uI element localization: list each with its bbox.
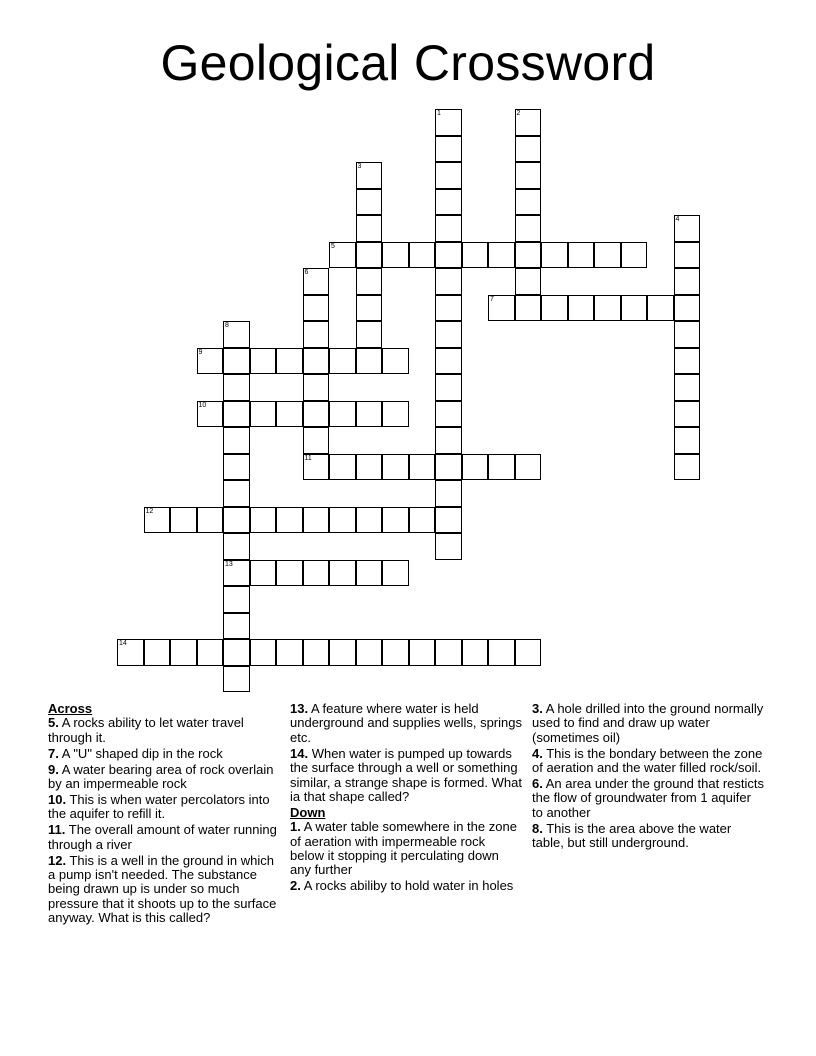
grid-cell[interactable] [250, 639, 277, 666]
grid-cell[interactable] [356, 507, 383, 534]
clue-number: 14 [119, 640, 127, 647]
grid-cell[interactable] [435, 507, 462, 534]
grid-cell[interactable] [250, 560, 277, 587]
grid-cell[interactable] [594, 242, 621, 269]
grid-cell[interactable] [674, 295, 701, 322]
clue-number: 10 [198, 401, 207, 409]
clue-number: 11 [304, 454, 312, 462]
grid-cell[interactable] [515, 454, 542, 481]
grid-cell[interactable] [329, 560, 356, 587]
clue-column-3 [532, 702, 764, 852]
grid-cell[interactable] [409, 242, 436, 269]
grid-cell[interactable] [356, 348, 383, 375]
clue-number: 5 [331, 242, 335, 250]
page-title: Geological Crossword [160, 35, 656, 91]
grid-cell[interactable] [117, 639, 144, 666]
clue-down-8: 8. This is the area above the water table, but still underground. [532, 820, 732, 851]
grid-cell[interactable] [356, 321, 383, 348]
grid-cell[interactable] [515, 215, 542, 242]
clue-across-13: 13. A feature where water is held underground and supplies wells, springs etc. [290, 701, 522, 745]
grid-cell[interactable] [382, 401, 409, 428]
grid-cell[interactable] [488, 242, 515, 269]
grid-cell[interactable] [276, 507, 303, 534]
clue-across-11: 11. The overall amount of water running through a river [48, 822, 277, 852]
clue-number: 8 [225, 322, 229, 329]
grid-cell[interactable] [409, 507, 436, 534]
clue-down-4: 4. This is the bondary between the zone of aeration and the water filled rock/soil. [532, 745, 763, 776]
clue-number: 6 [304, 269, 309, 276]
grid-cell[interactable] [382, 560, 409, 587]
grid-cell[interactable] [250, 401, 277, 428]
grid-cell[interactable] [356, 401, 383, 428]
grid-cell[interactable] [435, 215, 462, 242]
grid-cell[interactable] [674, 268, 701, 295]
grid-cell[interactable] [515, 295, 542, 322]
grid-cell[interactable] [197, 348, 224, 375]
grid-cell[interactable] [488, 295, 515, 322]
grid-cell[interactable] [382, 507, 409, 534]
grid-cell[interactable] [515, 136, 542, 163]
grid-cell[interactable] [197, 401, 224, 428]
grid-cell[interactable] [223, 427, 250, 454]
grid-cell[interactable] [356, 639, 383, 666]
grid-cell[interactable] [303, 560, 330, 587]
clue-across-10: 10. This is when water percolators into the aquifer to refill it. [48, 791, 270, 822]
grid-cell[interactable] [144, 507, 171, 534]
grid-cell[interactable] [435, 374, 462, 401]
grid-cell[interactable] [674, 427, 701, 454]
grid-cell[interactable] [435, 348, 462, 375]
grid-cell[interactable] [197, 507, 224, 534]
grid-cell[interactable] [223, 507, 250, 534]
grid-cell[interactable] [303, 321, 330, 348]
clue-number: 4 [675, 216, 680, 223]
grid-cell[interactable] [435, 454, 462, 481]
grid-cell[interactable] [435, 639, 462, 666]
grid-cell[interactable] [435, 109, 462, 136]
grid-cell[interactable] [329, 639, 356, 666]
grid-cell[interactable] [276, 401, 303, 428]
grid-cell[interactable] [223, 666, 250, 693]
grid-cell[interactable] [515, 109, 542, 136]
grid-cell[interactable] [223, 401, 250, 428]
grid-cell[interactable] [250, 507, 277, 534]
grid-cell[interactable] [303, 639, 330, 666]
grid-cell[interactable] [276, 639, 303, 666]
grid-cell[interactable] [223, 639, 250, 666]
clue-down-6: 6. An area under the ground that resticts the flow of groundwater from 1 aquifer to another [532, 776, 764, 820]
grid-cell[interactable] [197, 639, 224, 666]
clue-number: 9 [198, 348, 203, 356]
grid-cell[interactable] [674, 374, 701, 401]
clue-across-7: 7. A "U" shaped dip in the rock [48, 745, 223, 761]
grid-cell[interactable] [223, 586, 250, 613]
grid-cell[interactable] [647, 295, 674, 322]
grid-cell[interactable] [382, 454, 409, 481]
grid-cell[interactable] [409, 454, 436, 481]
grid-cell[interactable] [329, 401, 356, 428]
grid-cell[interactable] [435, 242, 462, 269]
grid-cell[interactable] [356, 268, 383, 295]
grid-cell[interactable] [462, 639, 489, 666]
clue-across-12: 12. This is a well in the ground in which a pump isn't needed. The substance being drawn up is under so much pressure that it shoots up to the surface anyway. What is this called? [48, 852, 277, 926]
grid-cell[interactable] [303, 401, 330, 428]
grid-cell[interactable] [674, 242, 701, 269]
grid-cell[interactable] [223, 480, 250, 507]
grid-cell[interactable] [356, 560, 383, 587]
clue-number: 1 [437, 110, 441, 117]
grid-cell[interactable] [223, 321, 250, 348]
grid-cell[interactable] [435, 189, 462, 216]
grid-cell[interactable] [435, 321, 462, 348]
grid-cell[interactable] [223, 533, 250, 560]
grid-cell[interactable] [170, 507, 197, 534]
grid-cell[interactable] [515, 189, 542, 216]
grid-cell[interactable] [515, 242, 542, 269]
grid-cell[interactable] [435, 136, 462, 163]
grid-cell[interactable] [170, 639, 197, 666]
grid-cell[interactable] [382, 348, 409, 375]
grid-cell[interactable] [303, 427, 330, 454]
clue-column-1 [48, 702, 280, 927]
grid-cell[interactable] [382, 639, 409, 666]
grid-cell[interactable] [462, 242, 489, 269]
grid-cell[interactable] [541, 242, 568, 269]
across-heading: Across [48, 701, 93, 716]
grid-cell[interactable] [356, 454, 383, 481]
grid-cell[interactable] [515, 268, 542, 295]
down-heading: Down [290, 804, 326, 820]
grid-cell[interactable] [435, 480, 462, 507]
grid-cell[interactable] [303, 507, 330, 534]
grid-cell[interactable] [223, 348, 250, 375]
grid-cell[interactable] [329, 348, 356, 375]
grid-cell[interactable] [356, 215, 383, 242]
grid-cell[interactable] [488, 454, 515, 481]
grid-cell[interactable] [515, 162, 542, 189]
grid-cell[interactable] [303, 295, 330, 322]
grid-cell[interactable] [435, 401, 462, 428]
clue-down-1: 1. A water table somewhere in the zone of aeration with impermeable rock below it stopping it perculating down any further [290, 819, 517, 878]
grid-cell[interactable] [568, 295, 595, 322]
clue-across-9: 9. A water bearing area of rock overlain by an impermeable rock [48, 761, 274, 792]
grid-cell[interactable] [462, 454, 489, 481]
clue-number: 7 [490, 295, 494, 303]
grid-cell[interactable] [435, 268, 462, 295]
grid-cell[interactable] [435, 533, 462, 560]
grid-cell[interactable] [594, 295, 621, 322]
grid-cell[interactable] [674, 215, 701, 242]
grid-cell[interactable] [303, 348, 330, 375]
clue-column-2 [290, 702, 522, 895]
grid-cell[interactable] [674, 321, 701, 348]
grid-cell[interactable] [250, 348, 277, 375]
grid-cell[interactable] [356, 242, 383, 269]
clue-across-14: 14. When water is pumped up towards the surface through a well or something similar, a strange shape is formed. What ia that shape called? [290, 745, 522, 804]
grid-cell[interactable] [223, 454, 250, 481]
clue-number: 3 [357, 163, 362, 170]
grid-cell[interactable] [568, 242, 595, 269]
grid-cell[interactable] [409, 639, 436, 666]
clue-down-2: 2. A rocks abiliby to hold water in holes [290, 878, 514, 894]
grid-cell[interactable] [674, 348, 701, 375]
grid-cell[interactable] [435, 162, 462, 189]
grid-cell[interactable] [356, 162, 383, 189]
grid-cell[interactable] [674, 401, 701, 428]
grid-cell[interactable] [276, 560, 303, 587]
grid-cell[interactable] [356, 295, 383, 322]
grid-cell[interactable] [303, 268, 330, 295]
grid-cell[interactable] [303, 454, 330, 481]
grid-cell[interactable] [621, 242, 648, 269]
grid-cell[interactable] [356, 189, 383, 216]
grid-cell[interactable] [144, 639, 171, 666]
clue-number: 13 [225, 560, 233, 568]
grid-cell[interactable] [303, 374, 330, 401]
grid-cell[interactable] [329, 507, 356, 534]
grid-cell[interactable] [515, 639, 542, 666]
grid-cell[interactable] [223, 613, 250, 640]
clue-down-3: 3. A hole drilled into the ground normally used to find and draw up water (sometimes oil) [532, 701, 764, 745]
grid-cell[interactable] [276, 348, 303, 375]
clue-number: 2 [516, 110, 521, 117]
grid-cell[interactable] [223, 374, 250, 401]
grid-cell[interactable] [329, 242, 356, 269]
grid-cell[interactable] [329, 454, 356, 481]
clue-across-5: 5. A rocks ability to let water travel through it. [48, 715, 244, 745]
grid-cell[interactable] [435, 295, 462, 322]
grid-cell[interactable] [488, 639, 515, 666]
grid-cell[interactable] [541, 295, 568, 322]
grid-cell[interactable] [435, 427, 462, 454]
grid-cell[interactable] [674, 454, 701, 481]
grid-cell[interactable] [223, 560, 250, 587]
grid-cell[interactable] [382, 242, 409, 269]
grid-cell[interactable] [621, 295, 648, 322]
clue-number: 12 [145, 507, 154, 515]
